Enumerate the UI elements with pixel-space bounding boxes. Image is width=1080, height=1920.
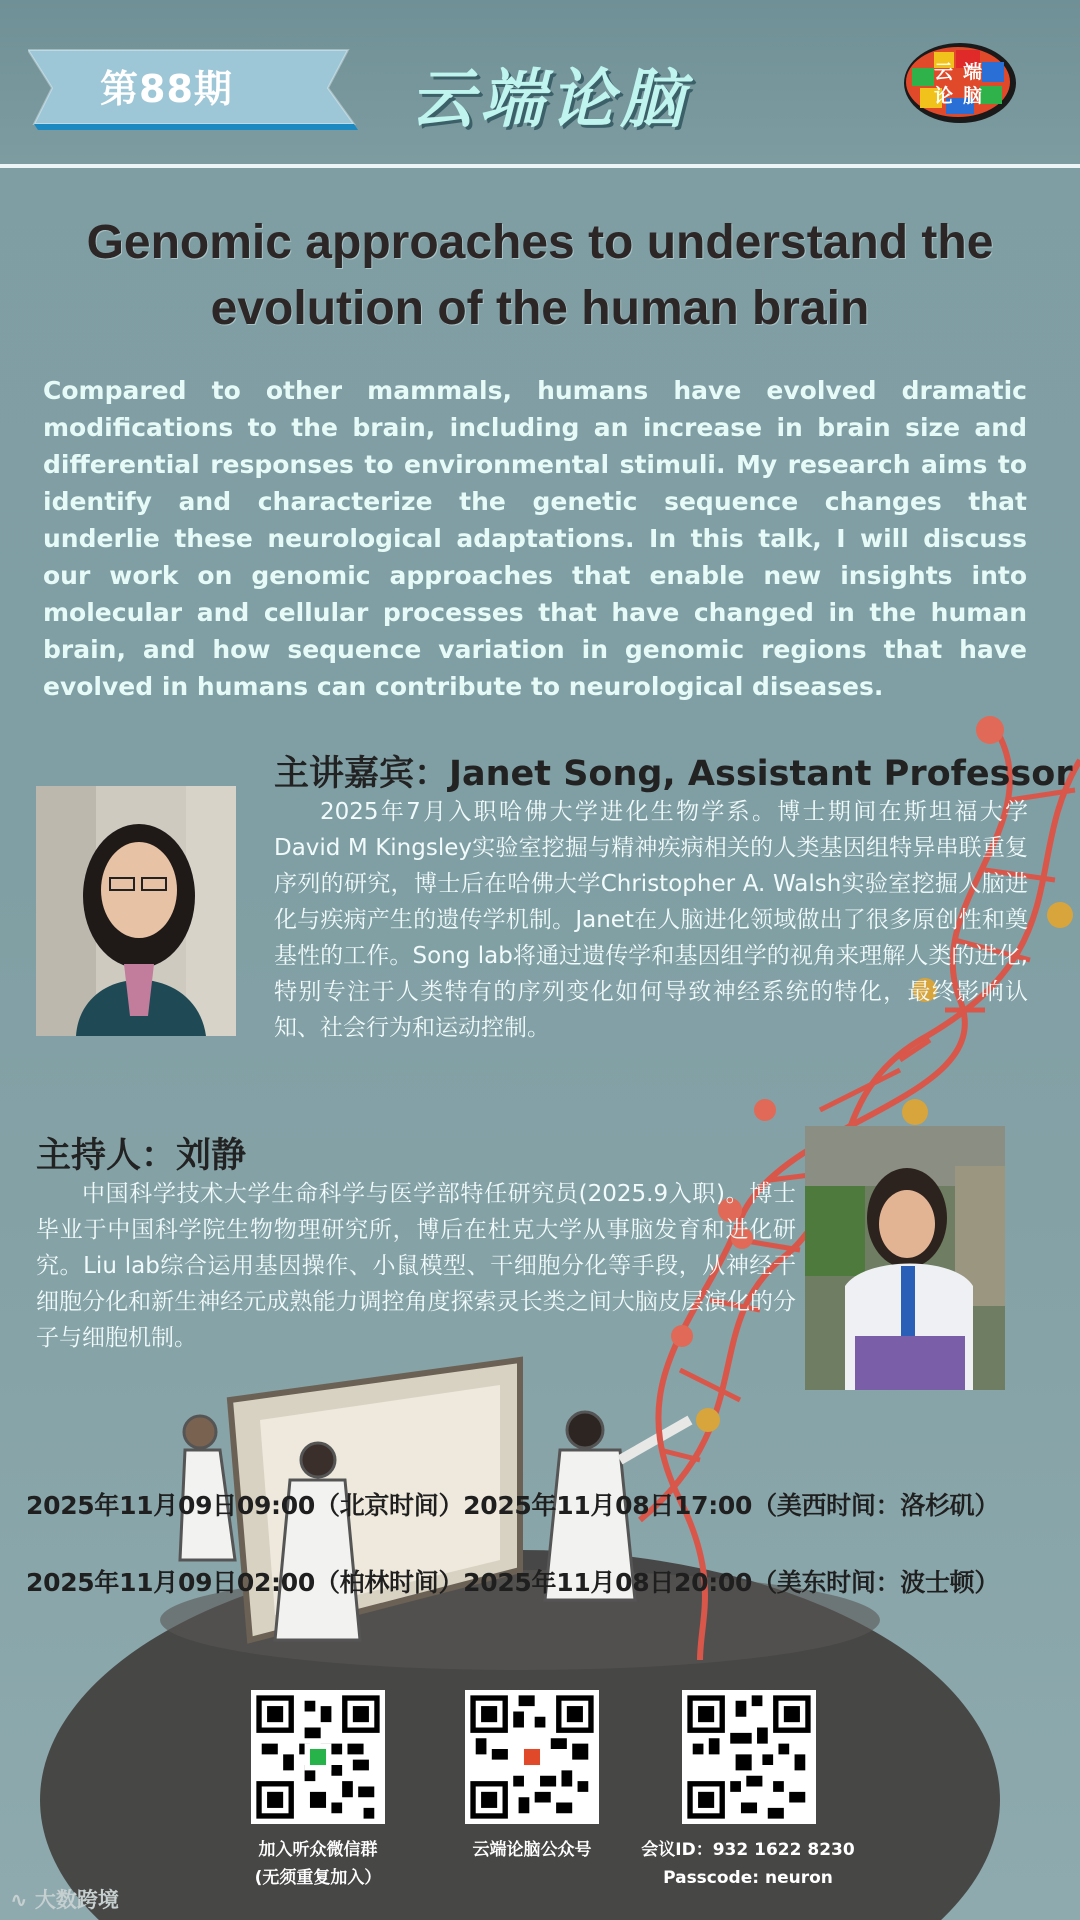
- watermark-icon: ∿: [10, 1888, 28, 1912]
- host-heading: 主持人：刘静: [36, 1136, 247, 1176]
- schedule-line-2: 2025年11月09日02:00（柏林时间）2025年11月08日20:00（美东时间：波士顿）: [26, 1568, 1000, 1597]
- host-bio: 中国科学技术大学生命科学与医学部特任研究员(2025.9入职)。博士毕业于中国科学院生物物理研究所，博后在杜克大学从事脑发育和进化研究。Liu lab综合运用基因操作、小鼠模型、干细胞分化等手段，从神经干细胞分化和新生神经元成熟能力调控角度探索灵长类之间大脑皮层演化的分子与细胞机制。: [36, 1181, 796, 1351]
- talk-abstract: Compared to other mammals, humans have evolved dramatic modifications to the brain, including an increase in brain size and differential responses to environmental stimuli. My research aims to identify and characterize the genetic sequence changes that underlie these neurological adaptations. In this talk, I will discuss our work on genomic approaches that enable new insights into molecular and cellular processes that have changed in the human brain, and how sequence variation in genomic regions that have evolved in humans can contribute to neurological diseases.: [43, 376, 1027, 701]
- meeting-id: 会议ID：932 1622 8230: [641, 1840, 855, 1860]
- host-photo: [805, 1126, 1005, 1390]
- wechat-group-label: [230, 1836, 406, 1892]
- speaker-heading: 主讲嘉宾：Janet Song, Assistant Professor: [274, 754, 1073, 794]
- wechat-group-label-line1: 加入听众微信群: [258, 1840, 378, 1860]
- speaker-photo: [36, 786, 236, 1036]
- talk-title: Genomic approaches to understand the evolution of the human brain: [86, 216, 994, 335]
- public-account-label: 云端论脑公众号: [472, 1840, 592, 1860]
- watermark: [10, 1884, 119, 1914]
- wechat-group-qr-code[interactable]: [251, 1690, 385, 1824]
- meeting-info: [640, 1836, 856, 1892]
- issue-number: 第88期: [100, 67, 233, 111]
- speaker-bio: 2025年7月入职哈佛大学进化生物学系。博士期间在斯坦福大学David M Kingsley实验室挖掘与精神疾病相关的人类基因组特异串联重复序列的研究，博士后在哈佛大学Christopher A. Walsh实验室挖掘人脑进化与疾病产生的遗传学机制。Janet在人脑进化领域做出了很多原创性和奠基性的工作。Song lab将通过遗传学和基因组学的视角来理解人类的进化, 特别专注于人类特有的序列变化如何导致神经系统的特化，最终影响认知、社会行为和运动控制。: [274, 799, 1028, 1041]
- wechat-group-label-line2: (无须重复加入）: [254, 1868, 382, 1888]
- public-account-qr-code[interactable]: [465, 1690, 599, 1824]
- brand-title: 云端论脑: [410, 63, 690, 137]
- logo-label: 云端论脑: [933, 61, 992, 107]
- header-bar: [0, 0, 1080, 168]
- schedule-line-1: 2025年11月09日09:00（北京时间）2025年11月08日17:00（美西时间：洛杉矶）: [26, 1491, 1000, 1520]
- meeting-passcode: Passcode: neuron: [663, 1868, 833, 1888]
- meeting-qr-code[interactable]: [682, 1690, 816, 1824]
- watermark-text: 大数跨境: [34, 1888, 119, 1912]
